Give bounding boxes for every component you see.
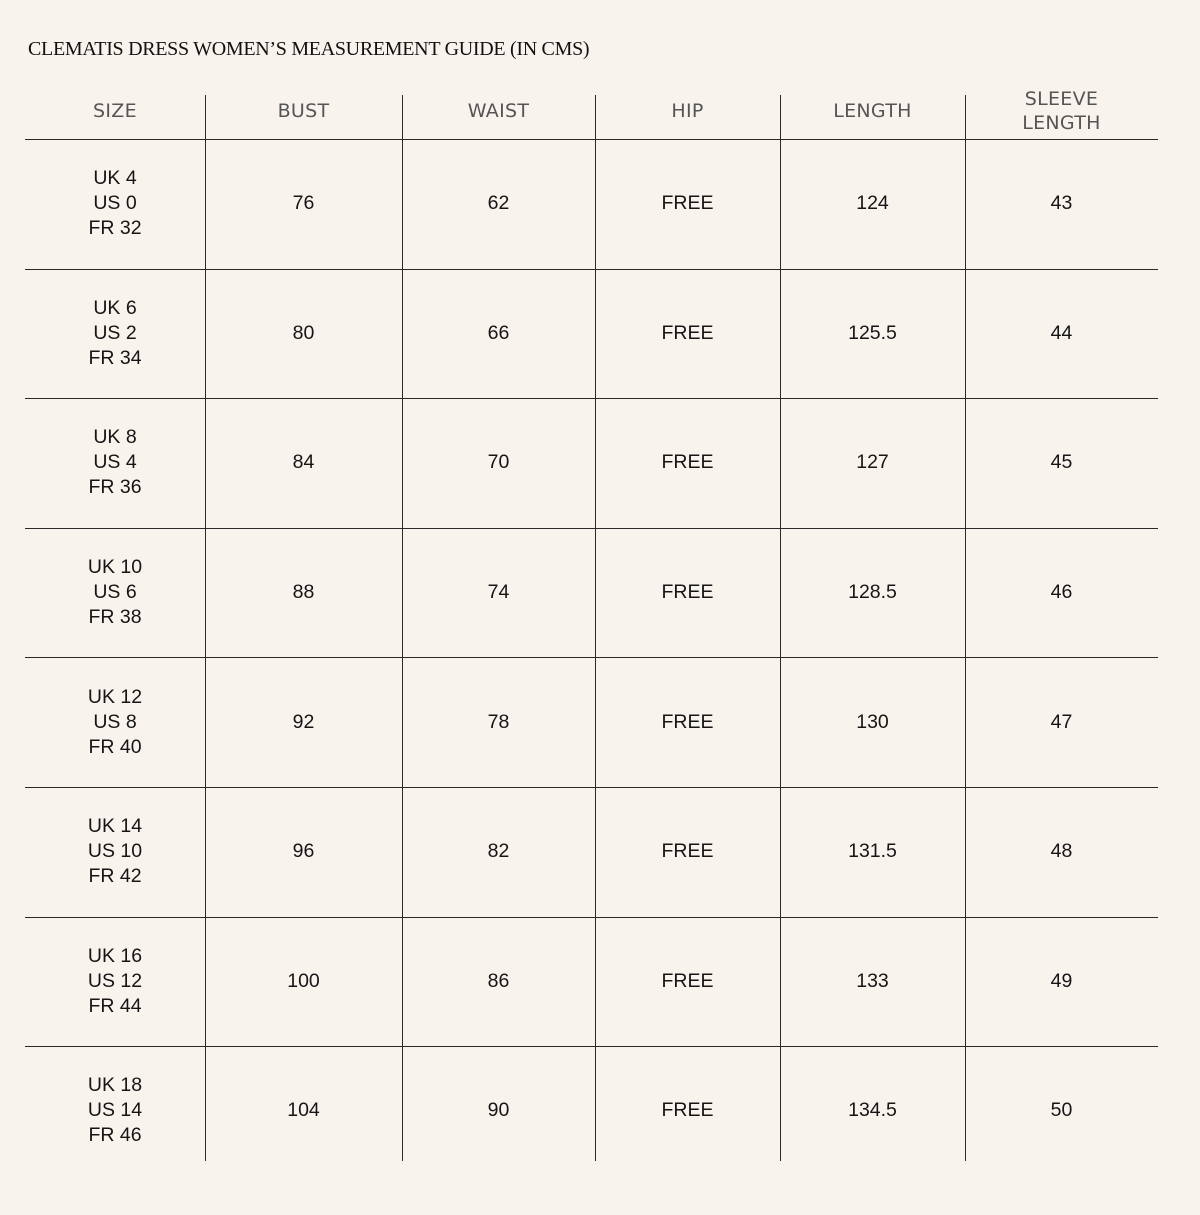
size-cell bbox=[25, 528, 205, 658]
size-label: UK 4 bbox=[93, 167, 137, 190]
size-label: UK 12 bbox=[87, 685, 143, 708]
hip-cell: FREE bbox=[661, 969, 714, 992]
size-label: UK 8 bbox=[93, 426, 137, 449]
sleeve-cell: 50 bbox=[1050, 1099, 1073, 1122]
size-label: UK 18 bbox=[87, 1074, 143, 1097]
sleeve-cell: 43 bbox=[1050, 192, 1073, 215]
size-label: US 4 bbox=[93, 451, 137, 474]
length-cell: 134.5 bbox=[848, 1099, 897, 1122]
size-cell bbox=[25, 787, 205, 917]
hip-cell: FREE bbox=[661, 710, 714, 733]
bust-cell: 92 bbox=[292, 710, 315, 733]
bust-cell: 100 bbox=[287, 969, 320, 992]
size-label: FR 42 bbox=[88, 865, 142, 888]
measurement-table bbox=[25, 0, 1158, 1215]
size-label: US 2 bbox=[93, 321, 137, 344]
sleeve-cell: 44 bbox=[1050, 321, 1073, 344]
length-cell: 125.5 bbox=[848, 321, 897, 344]
waist-cell: 82 bbox=[487, 840, 510, 863]
waist-cell: 90 bbox=[487, 1099, 510, 1122]
size-label: UK 10 bbox=[87, 556, 143, 579]
size-cell bbox=[25, 398, 205, 528]
column-header-waist: WAIST bbox=[467, 99, 530, 122]
length-cell: 130 bbox=[856, 710, 889, 733]
size-label: FR 46 bbox=[88, 1124, 142, 1147]
column-header-size: SIZE bbox=[93, 99, 137, 122]
sleeve-cell: 48 bbox=[1050, 840, 1073, 863]
bust-cell: 80 bbox=[292, 321, 315, 344]
waist-cell: 86 bbox=[487, 969, 510, 992]
hip-cell: FREE bbox=[661, 192, 714, 215]
size-label: FR 34 bbox=[88, 346, 142, 369]
size-cell bbox=[25, 657, 205, 787]
hip-cell: FREE bbox=[661, 451, 714, 474]
size-label: FR 38 bbox=[88, 606, 142, 629]
column-header-length: LENGTH bbox=[833, 99, 912, 122]
size-label: US 10 bbox=[87, 840, 143, 863]
hip-cell: FREE bbox=[661, 581, 714, 604]
bust-cell: 76 bbox=[292, 192, 315, 215]
sleeve-cell: 47 bbox=[1050, 710, 1073, 733]
waist-cell: 78 bbox=[487, 710, 510, 733]
size-cell bbox=[25, 917, 205, 1047]
bust-cell: 96 bbox=[292, 840, 315, 863]
sleeve-cell: 45 bbox=[1050, 451, 1073, 474]
length-cell: 128.5 bbox=[848, 581, 897, 604]
sleeve-cell: 49 bbox=[1050, 969, 1073, 992]
size-cell bbox=[25, 139, 205, 269]
size-label: FR 40 bbox=[88, 735, 142, 758]
size-label: US 12 bbox=[87, 969, 143, 992]
waist-cell: 74 bbox=[487, 581, 510, 604]
size-cell bbox=[25, 1046, 205, 1176]
size-label: US 0 bbox=[93, 192, 137, 215]
column-header-bust: BUST bbox=[277, 99, 330, 122]
page-title: CLEMATIS DRESS WOMEN’S MEASUREMENT GUIDE (IN CMS) bbox=[28, 38, 590, 60]
size-cell bbox=[25, 269, 205, 399]
size-label: UK 16 bbox=[87, 944, 143, 967]
size-label: US 8 bbox=[93, 710, 137, 733]
bust-cell: 104 bbox=[287, 1099, 320, 1122]
size-label: US 6 bbox=[93, 581, 137, 604]
hip-cell: FREE bbox=[661, 1099, 714, 1122]
size-label: FR 36 bbox=[88, 476, 142, 499]
bust-cell: 88 bbox=[292, 581, 315, 604]
sleeve-cell: 46 bbox=[1050, 581, 1073, 604]
size-label: US 14 bbox=[87, 1099, 143, 1122]
column-header-hip: HIP bbox=[671, 99, 704, 122]
length-cell: 133 bbox=[856, 969, 889, 992]
size-label: UK 6 bbox=[93, 296, 137, 319]
size-label: FR 32 bbox=[88, 217, 142, 240]
waist-cell: 66 bbox=[487, 321, 510, 344]
hip-cell: FREE bbox=[661, 840, 714, 863]
bust-cell: 84 bbox=[292, 451, 315, 474]
size-label: FR 44 bbox=[88, 994, 142, 1017]
length-cell: 127 bbox=[856, 451, 889, 474]
column-header-sleeve-length: SLEEVE LENGTH bbox=[1022, 87, 1101, 134]
waist-cell: 70 bbox=[487, 451, 510, 474]
hip-cell: FREE bbox=[661, 321, 714, 344]
waist-cell: 62 bbox=[487, 192, 510, 215]
size-label: UK 14 bbox=[87, 815, 143, 838]
length-cell: 131.5 bbox=[848, 840, 897, 863]
length-cell: 124 bbox=[856, 192, 889, 215]
